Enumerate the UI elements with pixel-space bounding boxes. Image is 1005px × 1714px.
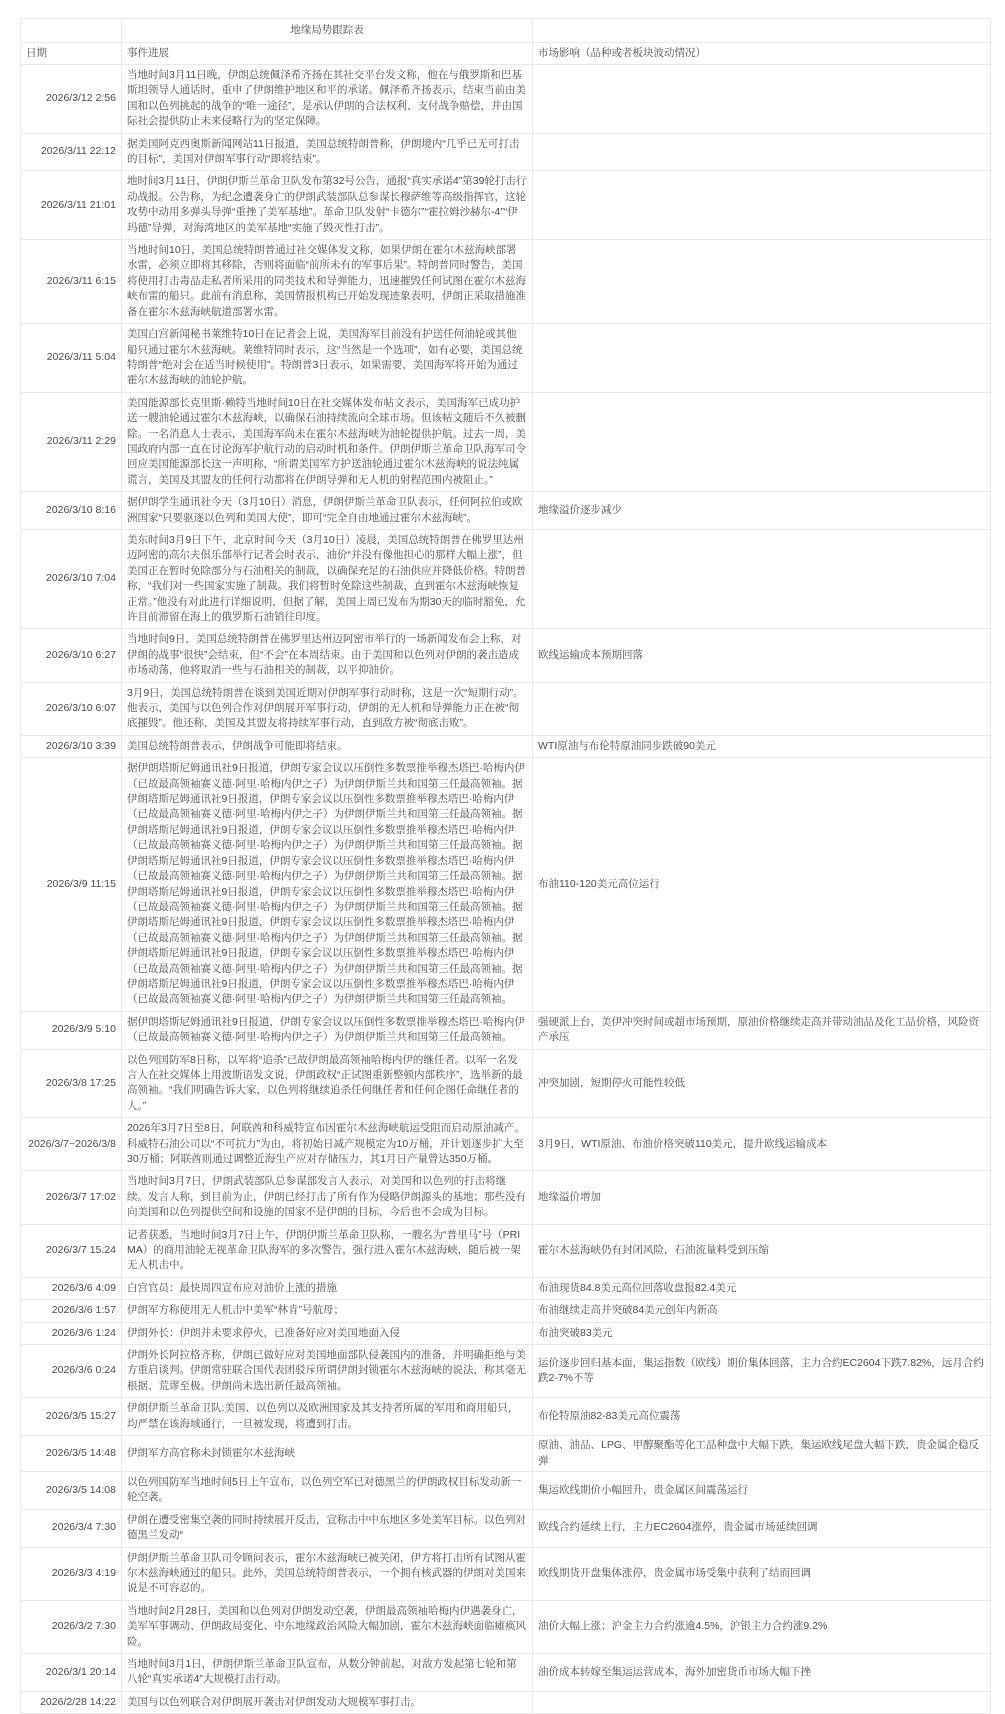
table-row — [21, 324, 991, 393]
table-row — [21, 492, 991, 530]
event-cell: 据美国阿克西奥斯新闻网站11日报道，美国总统特朗普称，伊朗境内“几乎已无可打击的目标”，美国对伊朗军事行动“即将结束”。 — [122, 133, 533, 171]
title-left-spacer-cell — [21, 19, 122, 43]
column-header-impact: 市场影响（品种或者板块波动情况） — [533, 43, 991, 65]
table-row — [21, 1398, 991, 1436]
table-row — [21, 758, 991, 1012]
table-row — [21, 1471, 991, 1509]
table-row — [21, 1345, 991, 1398]
impact-cell: 运价逐步回归基本面，集运指数（欧线）期价集体回落，主力合约EC2604下跌7.82%，远月合约跌2-7%不等 — [533, 1345, 991, 1398]
event-cell: 据伊朗塔斯尼姆通讯社9日报道，伊朗专家会议以压倒性多数票推举穆杰塔巴·哈梅内伊（已故最高领袖赛义德·阿里·哈梅内伊之子）为伊朗伊斯兰共和国第三任最高领袖。 — [122, 1011, 533, 1049]
title-right-spacer-cell — [533, 19, 991, 43]
date-cell: 2026/3/6 1:57 — [21, 1300, 122, 1322]
event-cell: 白宫官员：最快周四宣布应对油价上涨的措施 — [122, 1277, 533, 1299]
date-cell: 2026/3/9 11:15 — [21, 758, 122, 1012]
date-cell: 2026/3/7~2026/3/8 — [21, 1118, 122, 1171]
impact-cell: 强硬派上台，美伊冲突时间或超市场预期，原油价格继续走高并带动油品及化工品价格，风险资产承压 — [533, 1011, 991, 1049]
event-cell: 当地时间3月7日，伊朗武装部队总参谋部发言人表示，对美国和以色列的打击将继续。发言人称，到目前为止，伊朗已经打击了所有作为侵略伊朗源头的基地；那些没有向美国和以色列提供空间和设施的国家不是伊朗的目标，今后也不会成为目标。 — [122, 1171, 533, 1224]
table-row — [21, 1171, 991, 1224]
event-cell: 3月9日，美国总统特朗普在谈到美国近期对伊朗军事行动时称，这是一次“短期行动”。他表示，美国与以色列合作对伊朗展开军事行动，伊朗的无人机和导弹能力正在被“彻底摧毁”。他还称，美国及其盟友将持续军事行动，直到敌方被“彻底击败”。 — [122, 682, 533, 735]
event-cell: 当地时间10日，美国总统特朗普通过社交媒体发文称，如果伊朗在霍尔木兹海峡部署水雷，必须立即将其移除，否则将面临“前所未有的军事后果”。特朗普同时警告，美国将使用打击毒品走私者所采用的同类技术和导弹能力，迅速摧毁任何试图在霍尔木兹海峡布雷的船只。此前有消息称，美国情报机构已开始发现迹象表明，伊朗正采取措施准备在霍尔木兹海峡航道部署水雷。 — [122, 240, 533, 324]
impact-cell — [533, 529, 991, 628]
impact-cell: 欧线合约延续上行，主力EC2604涨停，贵金属市场延续回调 — [533, 1509, 991, 1547]
date-cell: 2026/3/11 2:29 — [21, 392, 122, 491]
event-cell: 当地时间3月1日，伊朗伊斯兰革命卫队宣布，从数分钟前起，对敌方发起第七轮和第八轮“真实承诺4”大规模打击行动。 — [122, 1653, 533, 1691]
impact-cell: 冲突加剧，短期停火可能性较低 — [533, 1049, 991, 1118]
table-body — [21, 65, 991, 1714]
table-row — [21, 1049, 991, 1118]
date-cell: 2026/3/4 7:30 — [21, 1509, 122, 1547]
date-cell: 2026/3/11 6:15 — [21, 240, 122, 324]
table-row — [21, 735, 991, 757]
table-header-row — [21, 43, 991, 65]
table-row — [21, 171, 991, 240]
table-row — [21, 133, 991, 171]
event-cell: 当地时间2月28日，美国和以色列对伊朗发动空袭，伊朗最高领袖哈梅内伊遇袭身亡，美军军事调动、伊朗政局变化、中东地缘政治风险大幅加剧，霍尔木兹海峡面临瘫痪风险。 — [122, 1600, 533, 1653]
event-cell: 伊朗外长阿拉格齐称，伊朗已做好应对美国地面部队侵袭国内的准备，并明确拒绝与美方重启谈判。伊朗常驻联合国代表团驳斥所谓伊朗封锁霍尔木兹海峡的说法，称其毫无根据、荒谬至极。伊朗尚未选出新任最高领袖。 — [122, 1345, 533, 1398]
impact-cell: 布油突破83美元 — [533, 1322, 991, 1344]
table-row — [21, 1691, 991, 1713]
table-row — [21, 240, 991, 324]
event-cell: 当地时间3月11日晚，伊朗总统佩泽希齐扬在其社交平台发文称，他在与俄罗斯和巴基斯坦领导人通话时，重申了伊朗维护地区和平的承诺。佩泽希齐扬表示，结束当前由美国和以色列挑起的战争的“唯一途径”，是承认伊朗的合法权利、支付战争赔偿，并由国际社会提供防止未来侵略行为的坚定保障。 — [122, 65, 533, 134]
impact-cell: 油价大幅上涨；沪金主力合约涨逾4.5%，沪银主力合约涨9.2% — [533, 1600, 991, 1653]
table-row — [21, 1224, 991, 1277]
table-row — [21, 392, 991, 491]
page-title: 地缘局势跟踪表 — [122, 19, 533, 43]
table-row — [21, 529, 991, 628]
date-cell: 2026/3/10 8:16 — [21, 492, 122, 530]
date-cell: 2026/3/6 1:24 — [21, 1322, 122, 1344]
impact-cell: 布油110-120美元高位运行 — [533, 758, 991, 1012]
table-row — [21, 1653, 991, 1691]
impact-cell — [533, 171, 991, 240]
impact-cell: 欧线期货开盘集体涨停，贵金属市场受集中获利了结而回调 — [533, 1547, 991, 1600]
date-cell: 2026/3/10 7:04 — [21, 529, 122, 628]
event-cell: 伊朗军方称使用无人机击中美军“林肯”号航母； — [122, 1300, 533, 1322]
date-cell: 2026/3/6 0:24 — [21, 1345, 122, 1398]
table-row — [21, 1011, 991, 1049]
geo-tracking-table — [20, 18, 991, 1714]
impact-cell — [533, 1691, 991, 1713]
event-cell: 地时间3月11日，伊朗伊斯兰革命卫队发布第32号公告，通报“真实承诺4”第39轮打击行动战报。公告称，为纪念遭袭身亡的伊朗武装部队总参谋长穆萨维等高级指挥官，这轮攻势中动用多弹头导弹“重挫了美军基地”。革命卫队发射“卡德尔”“霍拉姆沙赫尔-4”“伊玛德”导弹，对海湾地区的美军基地“实施了毁灭性打击”。 — [122, 171, 533, 240]
date-cell: 2026/3/7 15:24 — [21, 1224, 122, 1277]
table-title-row — [21, 19, 991, 43]
impact-cell: 地缘溢价增加 — [533, 1171, 991, 1224]
event-cell: 美国能源部长克里斯·赖特当地时间10日在社交媒体发布帖文表示，美国海军已成功护送一艘油轮通过霍尔木兹海峡，以确保石油持续流向全球市场。但该帖文随后不久被删除。一名消息人士表示，美国海军尚未在霍尔木兹海峡为油轮提供护航。过去一周，美国政府内部一直在讨论海军护航行动的启动时机和条件。伊朗伊斯兰革命卫队海军司令回应美国能源部长这一声明称，“所谓美国军方护送油轮通过霍尔木兹海峡的说法纯属谎言，美国及其盟友的任何行动都将在伊朗导弹和无人机的射程范围内被阻止。” — [122, 392, 533, 491]
event-cell: 美国白宫新闻秘书莱维特10日在记者会上说，美国海军目前没有护送任何油轮或其他船只通过霍尔木兹海峡。莱维特同时表示，这“当然是一个选项”，如有必要，美国总统特朗普“绝对会在适当时候使用”。特朗普3日表示，如果需要，美国海军将开始为通过霍尔木兹海峡的油轮护航。 — [122, 324, 533, 393]
event-cell: 以色列国防军8日称，以军将“追杀”已故伊朗最高领袖哈梅内伊的继任者。以军一名发言人在社交媒体上用波斯语发文说，伊朗政权“正试图重新整顿内部秩序”，选举新的最高领袖。“我们明确告诉大家，以色列将继续追杀任何继任者和任何企图任命继任者的人。” — [122, 1049, 533, 1118]
impact-cell: 地缘溢价逐步减少 — [533, 492, 991, 530]
table-row — [21, 629, 991, 682]
date-cell: 2026/3/3 4:19 — [21, 1547, 122, 1600]
date-cell: 2026/3/5 14:48 — [21, 1436, 122, 1472]
impact-cell: 布油继续走高并突破84美元创年内新高 — [533, 1300, 991, 1322]
impact-cell — [533, 392, 991, 491]
table-row — [21, 1547, 991, 1600]
impact-cell — [533, 324, 991, 393]
date-cell: 2026/3/11 21:01 — [21, 171, 122, 240]
date-cell: 2026/3/10 6:07 — [21, 682, 122, 735]
event-cell: 2026年3月7日至8日，阿联酋和科威特宣布因霍尔木兹海峡航运受阻而启动原油减产。科威特石油公司以“不可抗力”为由，将初始日减产规模定为10万桶，并计划逐步扩大至30万桶；阿联酋则通过调整近海生产应对存储压力，其1月日产量曾达350万桶。 — [122, 1118, 533, 1171]
impact-cell — [533, 240, 991, 324]
event-cell: 伊朗伊斯兰革命卫队:美国、以色列以及欧洲国家及其支持者所属的军用和商用船只，均严禁在该海域通行，一旦被发现，将遭到打击。 — [122, 1398, 533, 1436]
date-cell: 2026/3/5 15:27 — [21, 1398, 122, 1436]
event-cell: 据伊朗学生通讯社今天（3月10日）消息，伊朗伊斯兰革命卫队表示，任何阿拉伯或欧洲国家“只要驱逐以色列和美国大使”，即可“完全自由地通过霍尔木兹海峡”。 — [122, 492, 533, 530]
table-row — [21, 1277, 991, 1299]
event-cell: 以色列国防军当地时间5日上午宣布，以色列空军已对德黑兰的伊朗政权目标发动新一轮空袭。 — [122, 1471, 533, 1509]
event-cell: 伊朗伊斯兰革命卫队司令顾问表示，霍尔木兹海峡已被关闭，伊方将打击所有试图从霍尔木兹海峡通过的船只。此外，美国总统特朗普表示，一个拥有核武器的伊朗对美国来说是不可容忍的。 — [122, 1547, 533, 1600]
date-cell: 2026/3/1 20:14 — [21, 1653, 122, 1691]
date-cell: 2026/2/28 14:22 — [21, 1691, 122, 1713]
event-cell: 美东时间3月9日下午，北京时间今天（3月10日）凌晨，美国总统特朗普在佛罗里达州迈阿密的高尔夫俱乐部举行记者会时表示，油价“并没有像他担心的那样大幅上涨”，但美国正在暂时免除部分与石油相关的制裁，以确保充足的石油供应并降低价格。特朗普称，“我们对一些国家实施了制裁。我们将暂时免除这些制裁，直到霍尔木兹海峡恢复正常。”他没有对此进行详细说明，但据了解，美国上周已发布为期30天的临时豁免，允许目前滞留在海上的俄罗斯石油销往印度。 — [122, 529, 533, 628]
impact-cell — [533, 682, 991, 735]
event-cell: 据伊朗塔斯尼姆通讯社9日报道，伊朗专家会议以压倒性多数票推举穆杰塔巴·哈梅内伊（已故最高领袖赛义德·阿里·哈梅内伊之子）为伊朗伊斯兰共和国第三任最高领袖。据伊朗塔斯尼姆通讯社9日报道，伊朗专家会议以压倒性多数票推举穆杰塔巴·哈梅内伊（已故最高领袖赛义德·阿里·哈梅内伊之子）为伊朗伊斯兰共和国第三任最高领袖。据伊朗塔斯尼姆通讯社9日报道，伊朗专家会议以压倒性多数票推举穆杰塔巴·哈梅内伊（已故最高领袖赛义德·阿里·哈梅内伊之子）为伊朗伊斯兰共和国第三任最高领袖。据伊朗塔斯尼姆通讯社9日报道，伊朗专家会议以压倒性多数票推举穆杰塔巴·哈梅内伊（已故最高领袖赛义德·阿里·哈梅内伊之子）为伊朗伊斯兰共和国第三任最高领袖。据伊朗塔斯尼姆通讯社9日报道，伊朗专家会议以压倒性多数票推举穆杰塔巴·哈梅内伊（已故最高领袖赛义德·阿里·哈梅内伊之子）为伊朗伊斯兰共和国第三任最高领袖。据伊朗塔斯尼姆通讯社9日报道，伊朗专家会议以压倒性多数票推举穆杰塔巴·哈梅内伊（已故最高领袖赛义德·阿里·哈梅内伊之子）为伊朗伊斯兰共和国第三任最高领袖。据伊朗塔斯尼姆通讯社9日报道，伊朗专家会议以压倒性多数票推举穆杰塔巴·哈梅内伊（已故最高领袖赛义德·阿里·哈梅内伊之子）为伊朗伊斯兰共和国第三任最高领袖。据伊朗塔斯尼姆通讯社9日报道，伊朗专家会议以压倒性多数票推举穆杰塔巴·哈梅内伊（已故最高领袖赛义德·阿里·哈梅内伊之子）为伊朗伊斯兰共和国第三任最高领袖。 — [122, 758, 533, 1012]
impact-cell: 霍尔木兹海峡仍有封闭风险，石油流量料受到压缩 — [533, 1224, 991, 1277]
table-row — [21, 1322, 991, 1344]
date-cell: 2026/3/2 7:30 — [21, 1600, 122, 1653]
table-row — [21, 65, 991, 134]
date-cell: 2026/3/7 17:02 — [21, 1171, 122, 1224]
impact-cell: 油价成本转嫁至集运运营成本，海外加密货币市场大幅下挫 — [533, 1653, 991, 1691]
impact-cell: 布伦特原油82-83美元高位震荡 — [533, 1398, 991, 1436]
table-row — [21, 682, 991, 735]
event-cell: 伊朗外长：伊朗并未要求停火，已准备好应对美国地面入侵 — [122, 1322, 533, 1344]
date-cell: 2026/3/9 5:10 — [21, 1011, 122, 1049]
event-cell: 记者获悉，当地时间3月7日上午，伊朗伊斯兰革命卫队称，一艘名为“普里马”号（PRIMA）的商用油轮无视革命卫队海军的多次警告，强行进入霍尔木兹海峡，随后被一架无人机击中。 — [122, 1224, 533, 1277]
column-header-event: 事件进展 — [122, 43, 533, 65]
date-cell: 2026/3/5 14:08 — [21, 1471, 122, 1509]
date-cell: 2026/3/12 2:56 — [21, 65, 122, 134]
table-row — [21, 1509, 991, 1547]
impact-cell: 3月9日，WTI原油、布油价格突破110美元，提升欧线运输成本 — [533, 1118, 991, 1171]
date-cell: 2026/3/11 5:04 — [21, 324, 122, 393]
impact-cell — [533, 65, 991, 134]
impact-cell: 布油现货84.8美元高位回落收盘报82.4美元 — [533, 1277, 991, 1299]
date-cell: 2026/3/10 3:39 — [21, 735, 122, 757]
impact-cell: 原油、油品、LPG、甲醇聚酯等化工品种盘中大幅下跌，集运欧线尾盘大幅下跌，贵金属企稳反弹 — [533, 1436, 991, 1472]
date-cell: 2026/3/11 22:12 — [21, 133, 122, 171]
event-cell: 美国总统特朗普表示，伊朗战争可能即将结束。 — [122, 735, 533, 757]
impact-cell — [533, 133, 991, 171]
impact-cell: WTI原油与布伦特原油同步跌破90美元 — [533, 735, 991, 757]
date-cell: 2026/3/6 4:09 — [21, 1277, 122, 1299]
event-cell: 伊朗军方高官称未封锁霍尔木兹海峡 — [122, 1436, 533, 1472]
event-cell: 当地时间9日，美国总统特朗普在佛罗里达州迈阿密市举行的一场新闻发布会上称，对伊朗的战事“很快”会结束，但“不会”在本周结束。由于美国和以色列对伊朗的袭击造成市场动荡，他将取消一些与石油相关的制裁，以平抑油价。 — [122, 629, 533, 682]
impact-cell: 欧线运输成本预期回落 — [533, 629, 991, 682]
event-cell: 伊朗在遭受密集空袭的同时持续展开反击，宣称击中中东地区多处美军目标。以色列对德黑兰发动“ — [122, 1509, 533, 1547]
impact-cell: 集运欧线期价小幅回升，贵金属区间震荡运行 — [533, 1471, 991, 1509]
table-row — [21, 1118, 991, 1171]
date-cell: 2026/3/8 17:25 — [21, 1049, 122, 1118]
date-cell: 2026/3/10 6:27 — [21, 629, 122, 682]
table-row — [21, 1600, 991, 1653]
column-header-date: 日期 — [21, 43, 122, 65]
table-row — [21, 1300, 991, 1322]
event-cell: 美国与以色列联合对伊朗展开袭击对伊朗发动大规模军事打击。 — [122, 1691, 533, 1713]
